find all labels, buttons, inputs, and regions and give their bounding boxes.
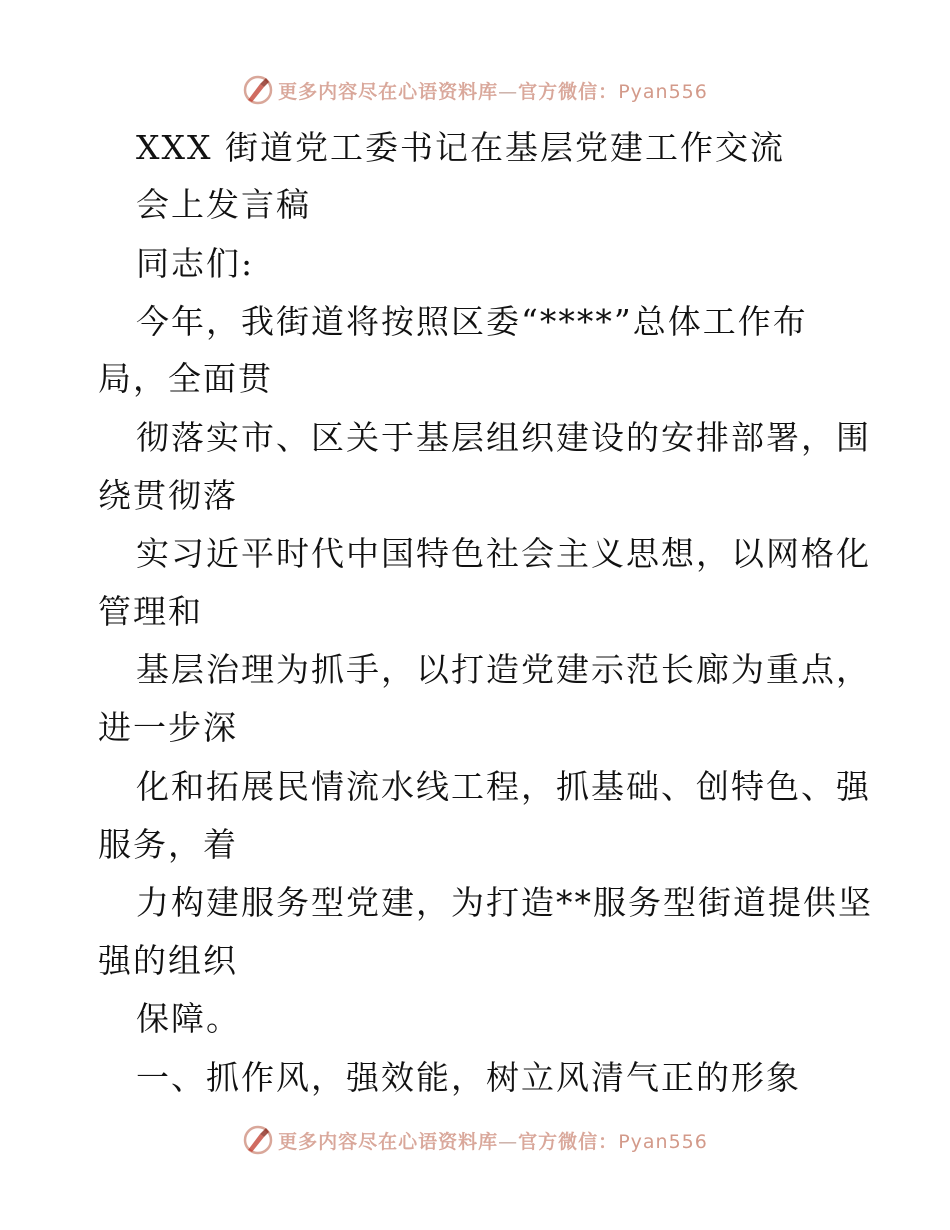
- watermark-brand: 更多内容尽在心语资料库: [278, 1130, 499, 1153]
- pen-logo-icon: [242, 1124, 274, 1156]
- paragraph-line: 保障。: [136, 999, 241, 1038]
- paragraph-line: 管理和: [98, 592, 203, 631]
- paragraph-line: 进一步深: [98, 708, 238, 747]
- watermark-separator: —: [498, 80, 519, 103]
- pen-logo-icon: [242, 74, 274, 106]
- watermark-wechat-label: 官方微信：: [518, 80, 619, 103]
- watermark-header: [0, 70, 950, 110]
- watermark-brand: 更多内容尽在心语资料库: [278, 80, 499, 103]
- document-title-line-1: XXX 街道党工委书记在基层党建工作交流: [136, 128, 785, 167]
- paragraph-line: 力构建服务型党建，为打造**服务型街道提供坚: [136, 883, 873, 922]
- watermark-footer: [0, 1120, 950, 1160]
- watermark-text: [278, 1127, 708, 1154]
- watermark-account: Pyan556: [618, 1130, 708, 1153]
- paragraph-line: 绕贯彻落: [98, 476, 238, 515]
- watermark-wechat-label: 官方微信：: [518, 1130, 619, 1153]
- watermark-text: [278, 77, 708, 104]
- paragraph-line: 化和拓展民情流水线工程，抓基础、创特色、强: [136, 767, 871, 806]
- watermark-separator: —: [498, 1130, 519, 1153]
- paragraph-line: 彻落实市、区关于基层组织建设的安排部署，围: [136, 418, 871, 457]
- paragraph-line: 实习近平时代中国特色社会主义思想，以网格化: [136, 534, 871, 573]
- paragraph-line: 服务，着: [98, 825, 238, 864]
- paragraph-line: 今年，我街道将按照区委“****”总体工作布: [136, 302, 808, 341]
- paragraph-line: 局，全面贯: [98, 359, 273, 398]
- salutation: 同志们:: [136, 244, 255, 283]
- paragraph-line: 基层治理为抓手，以打造党建示范长廊为重点，: [136, 650, 871, 689]
- document-title-line-2: 会上发言稿: [136, 185, 311, 224]
- paragraph-line: 强的组织: [98, 941, 238, 980]
- section-heading: 一、抓作风，强效能，树立风清气正的形象: [136, 1058, 801, 1097]
- watermark-account: Pyan556: [618, 80, 708, 103]
